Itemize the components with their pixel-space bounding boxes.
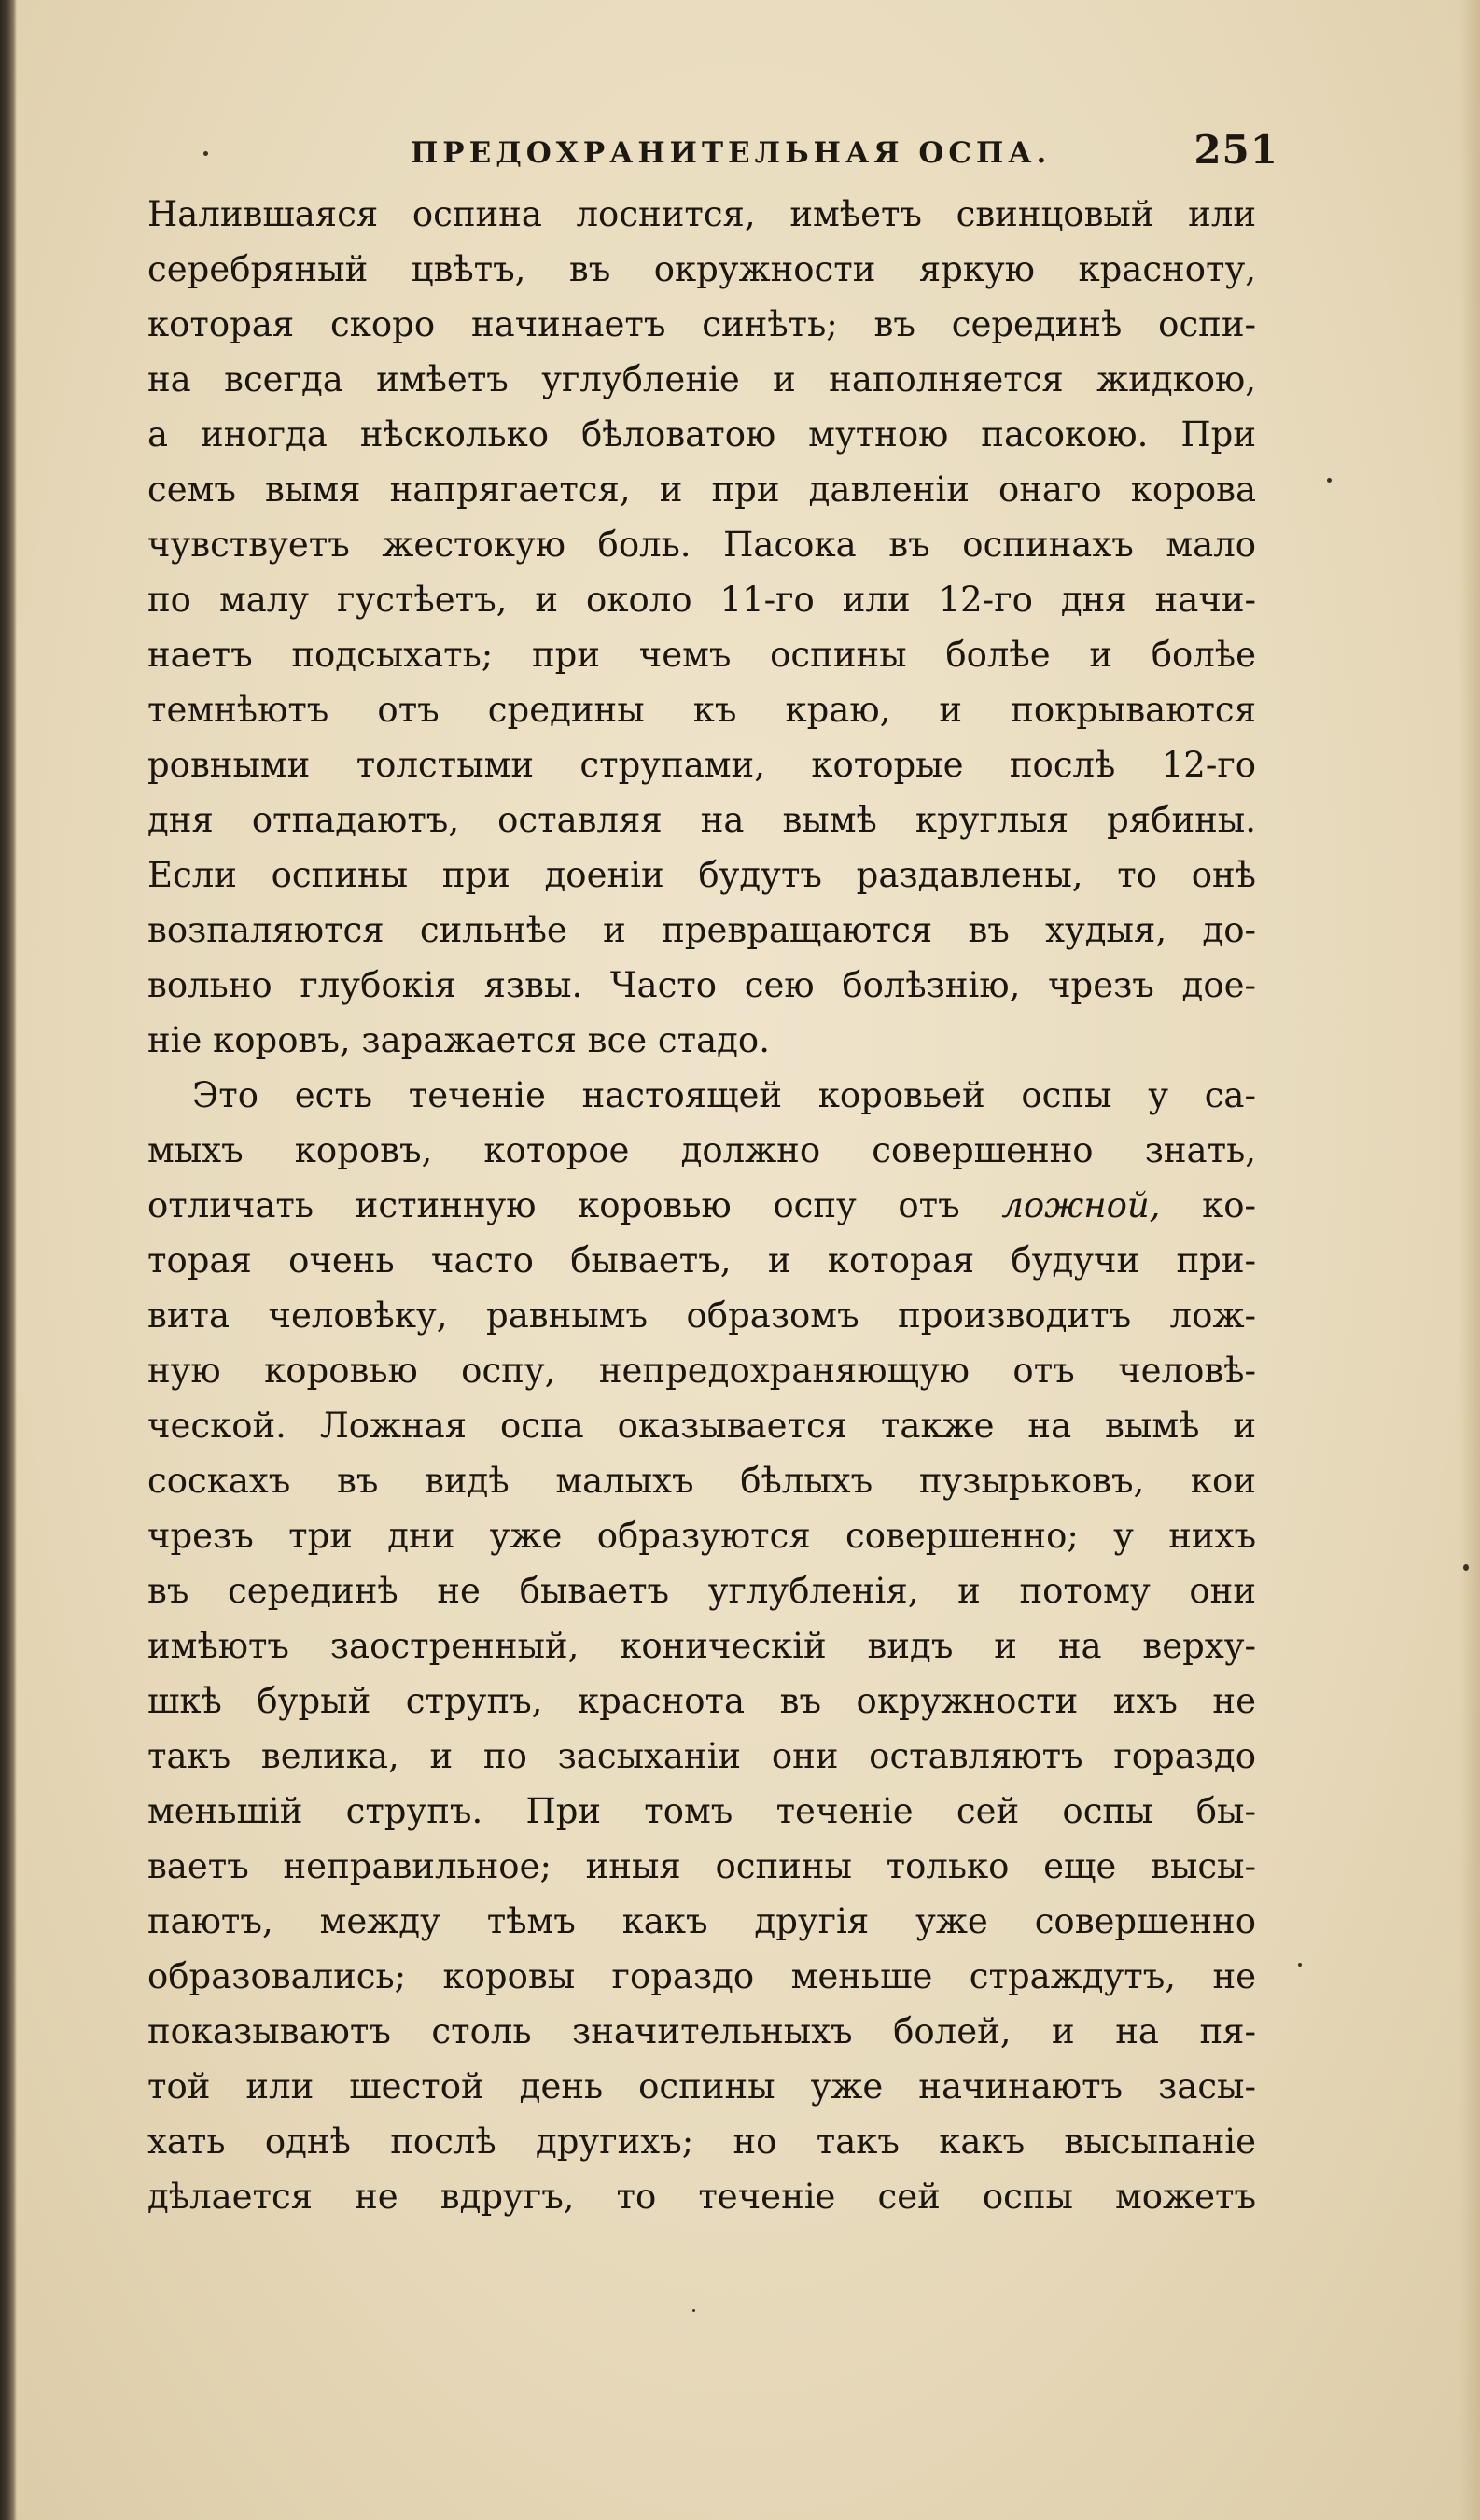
text-line-with-emphasis [147,1178,1256,1233]
text-line: чрезъ три дни уже образуются совершенно; у нихъ [147,1516,1256,1556]
text-line: образовались; коровы гораздо меньше страждутъ, не [147,1956,1256,1996]
text-line: шкѣ бурый струпъ, краснота въ окружности ихъ не [147,1681,1256,1721]
text-line: дѣлается не вдругъ, то теченіе сей оспы можетъ [147,2177,1256,2217]
text-line: Налившаяся оспина лоснится, имѣетъ свинцовый или [147,194,1256,234]
text-line: возпаляются сильнѣе и превращаются въ худыя, до- [147,910,1256,950]
text-line: дня отпадаютъ, оставляя на вымѣ круглыя рябины. [147,800,1256,840]
emphasized-word: ложной, [1001,1185,1161,1225]
text-line: показываютъ столь значительныхъ болей, и на пя- [147,2011,1256,2051]
text-line: меньшій струпъ. При томъ теченіе сей оспы бы- [147,1791,1256,1831]
paragraph-start-line: Это есть теченіе настоящей коровьей оспы у са- [192,1075,1256,1115]
text-line: по малу густѣетъ, и около 11-го или 12-го дня начи- [147,580,1256,620]
text-line: торая очень часто бываетъ, и которая будучи при- [147,1240,1256,1281]
text-line: мыхъ коровъ, которое должно совершенно знать, [147,1130,1256,1170]
paragraph-end-line: ніе коровъ, заражается все стадо. [147,1020,770,1060]
text-line: имѣютъ заостренный, коническій видъ и на верху- [147,1626,1256,1666]
text-line: хать однѣ послѣ другихъ; но такъ какъ высыпаніе [147,2121,1256,2162]
text-line: ную коровью оспу, непредохраняющую отъ человѣ- [147,1351,1256,1391]
text-line: на всегда имѣетъ углубленіе и наполняется жидкою, [147,359,1256,399]
paper-speck [203,151,208,156]
paper-speck [1327,478,1332,483]
text-line: вита человѣку, равнымъ образомъ производитъ лож- [147,1295,1256,1336]
running-title: ПРЕДОХРАНИТЕЛЬНАЯ ОСПА. [411,136,1052,170]
paper-speck [1298,1963,1302,1967]
page-number: 251 [1194,127,1278,173]
paper-speck [692,2309,695,2312]
line-text-before-emphasis: отличать истинную коровью оспу отъ [147,1185,1002,1225]
text-line: вольно глубокія язвы. Часто сею болѣзнію, чрезъ дое- [147,965,1256,1005]
paper-speck [1463,1564,1469,1571]
text-line: ваетъ неправильное; иныя оспины только еще высы- [147,1846,1256,1886]
text-line: а иногда нѣсколько бѣловатою мутною пасокою. При [147,414,1256,455]
text-line: той или шестой день оспины уже начинаютъ засы- [147,2066,1256,2107]
text-line: соскахъ въ видѣ малыхъ бѣлыхъ пузырьковъ, кои [147,1461,1256,1501]
text-line: которая скоро начинаетъ синѣть; въ серединѣ оспи- [147,304,1256,344]
text-line: паютъ, между тѣмъ какъ другія уже совершенно [147,1901,1256,1941]
text-line: ровными толстыми струпами, которые послѣ 12-го [147,745,1256,785]
text-line: Если оспины при доеніи будутъ раздавлены, то онѣ [147,855,1256,895]
page-edge-shadow [1459,0,1480,2520]
text-line: наетъ подсыхать; при чемъ оспины болѣе и болѣе [147,635,1256,675]
page-binding-shadow [0,0,17,2520]
text-line: темнѣютъ отъ средины къ краю, и покрываются [147,690,1256,730]
text-line: семъ вымя напрягается, и при давленіи онаго корова [147,469,1256,510]
text-line: серебряный цвѣтъ, въ окружности яркую красноту, [147,249,1256,289]
line-text-after-emphasis: ко- [1160,1185,1256,1225]
text-line: чувствуетъ жестокую боль. Пасока въ оспинахъ мало [147,525,1256,565]
page-header [411,119,1278,175]
body-text [147,187,1256,2224]
text-line: ческой. Ложная оспа оказывается также на вымѣ и [147,1406,1256,1446]
text-line: такъ велика, и по засыханіи они оставляютъ гораздо [147,1736,1256,1776]
text-line: въ серединѣ не бываетъ углубленія, и потому они [147,1571,1256,1611]
